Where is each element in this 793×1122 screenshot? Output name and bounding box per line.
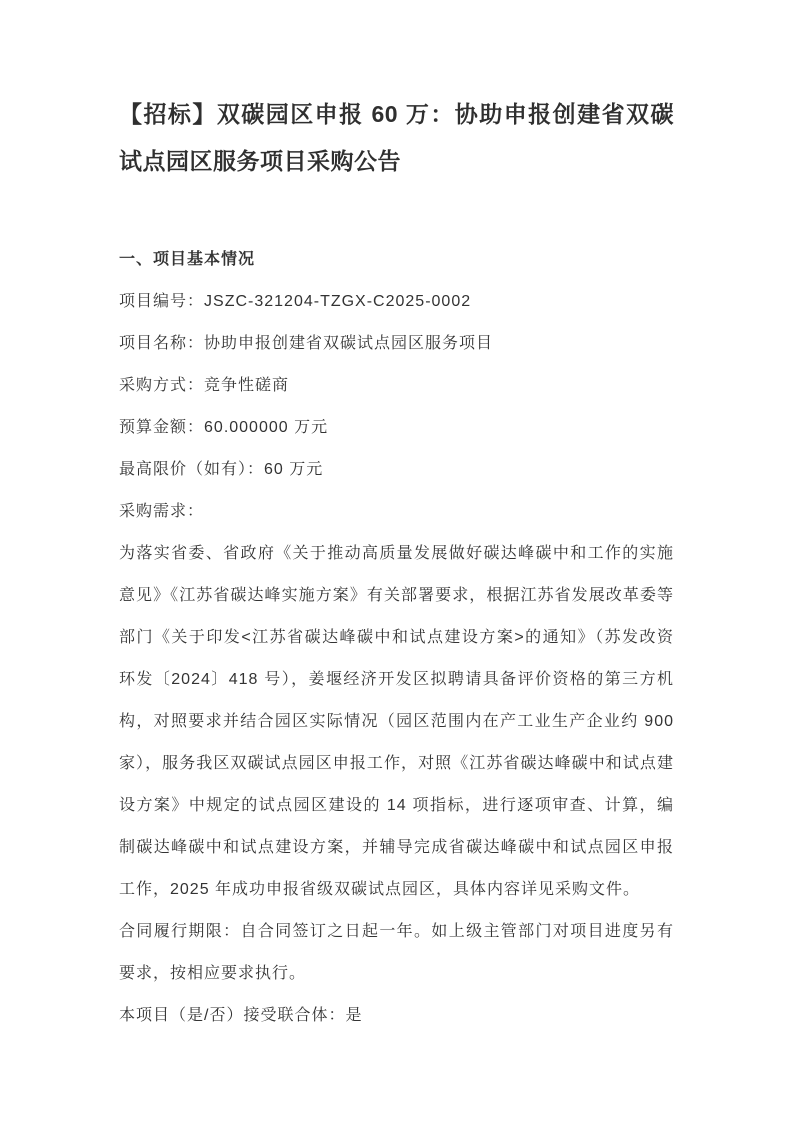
- section-heading-basic-info: 一、项目基本情况: [119, 251, 256, 268]
- field-label: 采购方式：: [119, 377, 205, 394]
- field-label: 最高限价（如有）：: [119, 461, 265, 478]
- field-procurement-requirements: [119, 491, 674, 533]
- consortium-line: 本项目（是/否）接受联合体：是: [119, 1007, 363, 1024]
- field-label: 采购需求：: [119, 503, 205, 520]
- field-value: 60.000000 万元: [204, 419, 329, 436]
- document-title: 【招标】双碳园区申报 60 万：协助申报创建省双碳试点园区服务项目采购公告: [119, 101, 674, 174]
- document-body: [119, 239, 674, 1037]
- contract-period-paragraph: 合同履行期限：自合同签订之日起一年。如上级主管部门对项目进度另有要求，按相应要求执行。: [119, 923, 674, 982]
- requirements-paragraph: 为落实省委、省政府《关于推动高质量发展做好碳达峰碳中和工作的实施意见》《江苏省碳达峰实施方案》有关部署要求，根据江苏省发展改革委等部门《关于印发<江苏省碳达峰碳中和试点建设方案>的通知》（苏发改资环发〔2024〕418 号），姜堰经济开发区拟聘请具备评价资格的第三方机构，对照要求并结合园区实际情况（园区范围内在产工业生产企业约 900 家），服务我区双碳试点园区申报工作，对照《江苏省碳达峰碳中和试点建设方案》中规定的试点园区建设的 14 项指标，进行逐项审查、计算，编制碳达峰碳中和试点建设方案，并辅导完成省碳达峰碳中和试点园区申报工作，2025 年成功申报省级双碳试点园区，具体内容详见采购文件。: [119, 545, 674, 898]
- field-budget-amount: [119, 407, 674, 449]
- field-label: 预算金额：: [119, 419, 205, 436]
- field-value: 60 万元: [264, 461, 324, 478]
- field-value: 竞争性磋商: [204, 377, 290, 394]
- field-label: 项目编号：: [119, 293, 205, 310]
- field-value: JSZC-321204-TZGX-C2025-0002: [204, 293, 472, 310]
- field-project-name: [119, 323, 674, 365]
- field-max-price: [119, 449, 674, 491]
- field-procurement-method: [119, 365, 674, 407]
- field-value: 协助申报创建省双碳试点园区服务项目: [204, 335, 494, 352]
- field-project-number: [119, 281, 674, 323]
- field-label: 项目名称：: [119, 335, 205, 352]
